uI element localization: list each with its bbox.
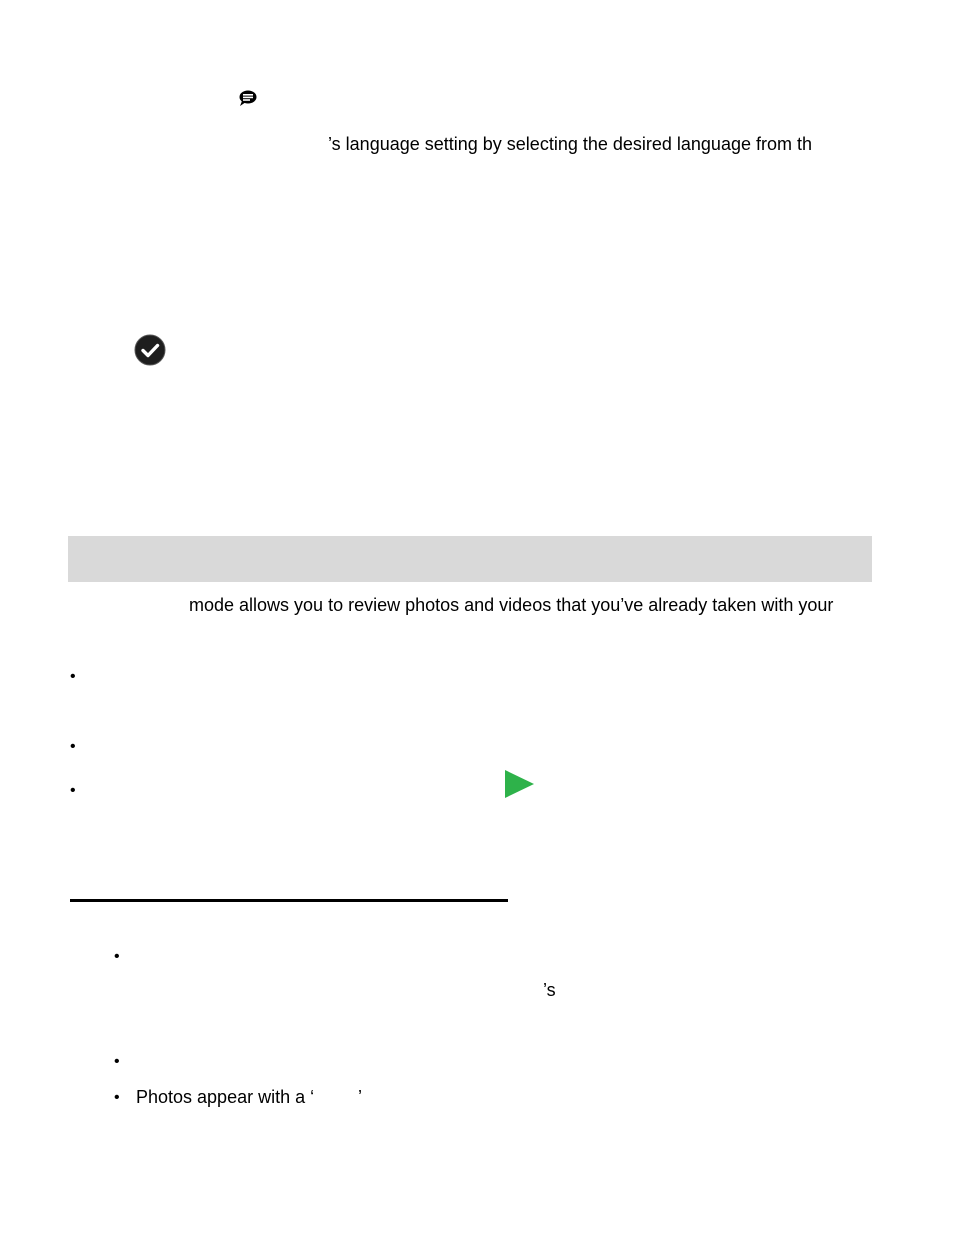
section-header-bar: [68, 536, 872, 582]
list-bullet: •: [114, 1053, 120, 1070]
photos-appear-text: Photos appear with a ‘: [136, 1087, 315, 1107]
closing-quote: ’: [358, 1087, 362, 1107]
list-bullet: •: [114, 1089, 120, 1106]
possessive-fragment: ’s: [543, 980, 556, 1000]
list-bullet: •: [70, 782, 76, 799]
check-circle-icon: [134, 334, 166, 366]
section-underline: [70, 899, 508, 902]
speech-bubble-icon: [238, 89, 258, 107]
list-bullet: •: [70, 738, 76, 755]
list-bullet: •: [70, 668, 76, 685]
play-arrow-icon: [504, 770, 534, 798]
playback-intro-text: mode allows you to review photos and videos that you’ve already taken with your: [189, 595, 834, 615]
language-setting-text: ’s language setting by selecting the desired language from th: [328, 134, 812, 154]
list-bullet: •: [114, 948, 120, 965]
